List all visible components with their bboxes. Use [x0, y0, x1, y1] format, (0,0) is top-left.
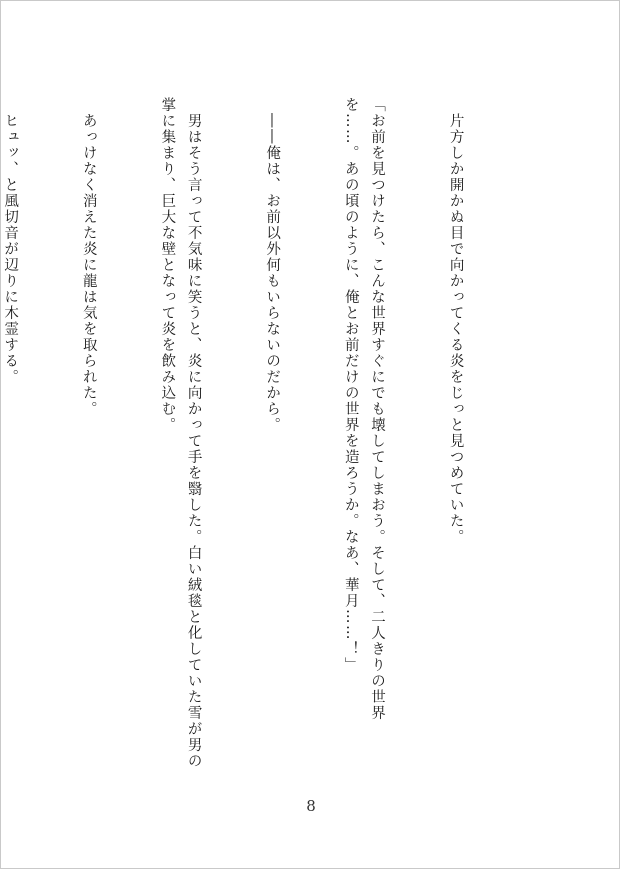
paragraph: あっけなく消えた炎に龍は気を取られた。	[80, 97, 97, 417]
paragraph: ヒュッ、と風切音が辺りに木霊する。	[2, 97, 19, 385]
paragraph: 男はそう言って不気味に笑うと、炎に向かって手を翳した。白い絨毯と化していた雪が男の掌に集まり、巨大な壁となって炎を飲み込む。	[159, 97, 202, 769]
page-number: 8	[306, 797, 316, 815]
vertical-text-body	[2, 97, 521, 777]
paragraph: 片方しか開かぬ目で向かってくる炎をじっと見つめていた。	[447, 97, 464, 545]
paragraph: ――俺は、お前以外何もいらないのだから。	[264, 97, 281, 433]
paragraph: 「お前を見つけたら、こんな世界すぐにでも壊してしまおう。そして、二人きりの世界を……。あの頃のように、俺とお前だけの世界を造ろうか。なあ、華月……！」	[342, 97, 385, 721]
